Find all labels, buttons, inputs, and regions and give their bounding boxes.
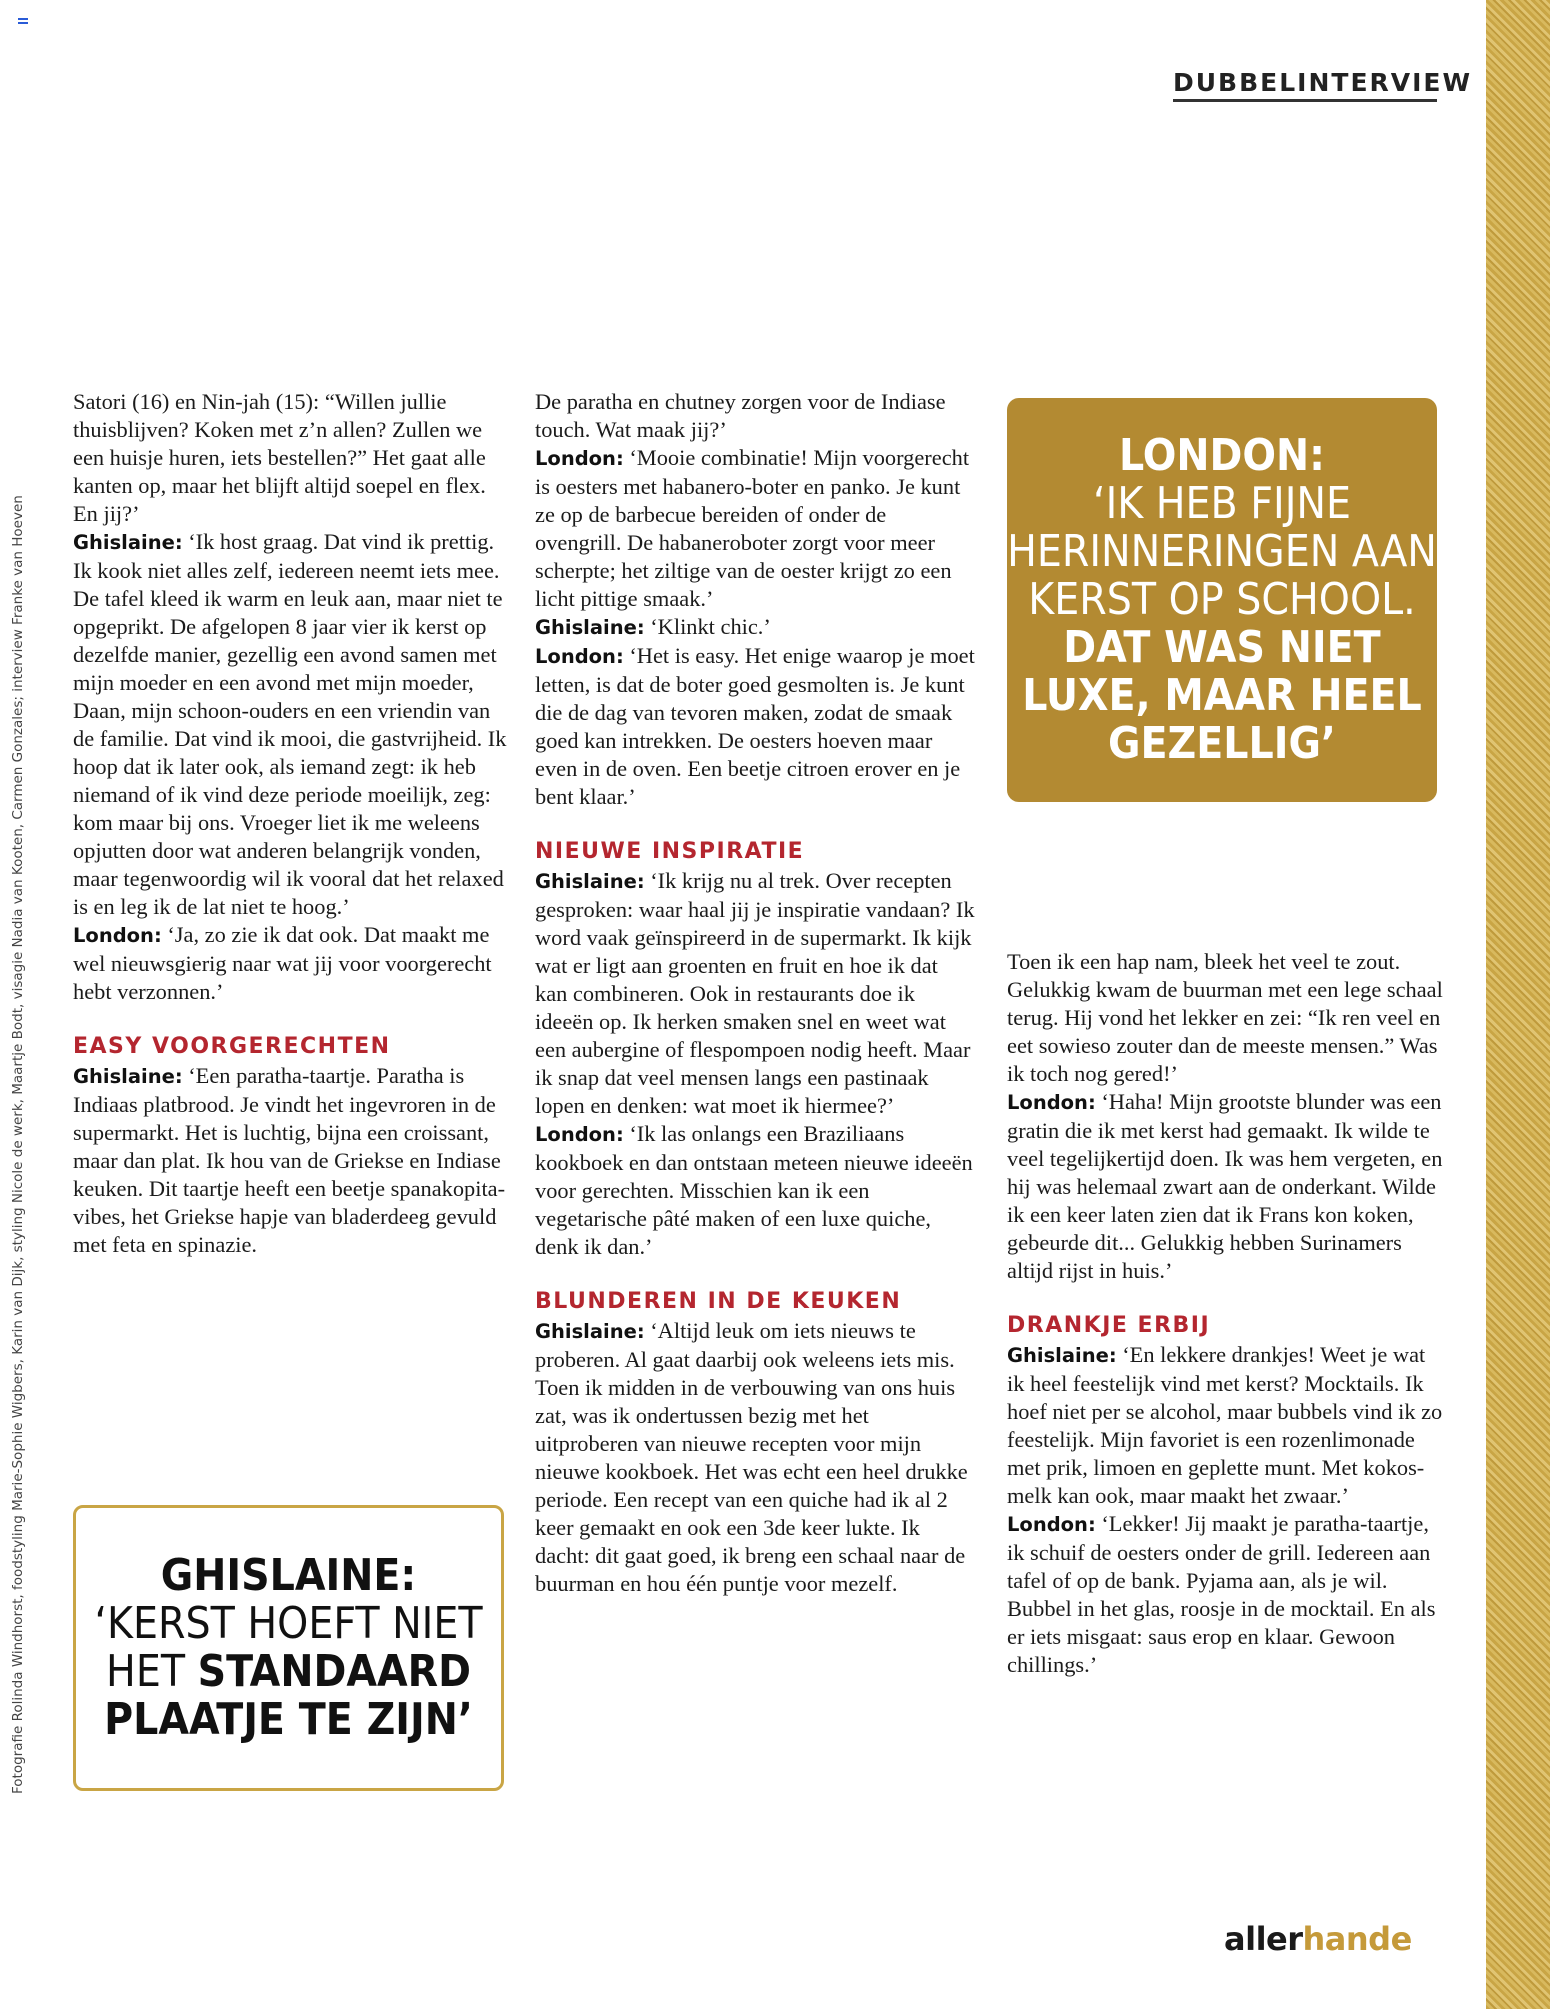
quote-speaker: GHISLAINE: <box>160 1550 417 1601</box>
article-column-3 <box>1007 948 1447 1679</box>
paragraph <box>535 613 975 642</box>
quote-line: HERINNERINGEN AAN <box>1007 526 1437 577</box>
paragraph <box>535 642 975 811</box>
paragraph <box>73 528 510 921</box>
quote-line: LUXE, MAAR HEEL <box>1022 670 1422 721</box>
speaker-label: London: <box>535 447 624 470</box>
brand-logo <box>1224 1920 1412 1958</box>
paragraph <box>1007 1088 1447 1285</box>
section-heading: NIEUWE INSPIRATIE <box>535 839 805 864</box>
speaker-label: London: <box>73 924 162 947</box>
paragraph: Toen ik een hap nam, bleek het veel te zout. Gelukkig kwam de buurman met een lege schaal terug. Hij vond het lekker en zei: “Ik ren veel en eet sowieso zouter dan de meeste mensen.” Was ik toch nog gered!’ <box>1007 949 1443 1086</box>
quote-line: PLAATJE TE ZIJN’ <box>104 1694 473 1745</box>
paragraph-text: ‘Ik host graag. Dat vind ik prettig. Ik kook niet alles zelf, iedereen neemt iets mee. De tafel kleed ik warm en leuk aan, maar niet te opgeprikt. De afgelopen 8 jaar vier ik kerst op dezelfde manier, gezellig een avond samen met mijn moeder en een avond met mijn moeder, Daan, mijn schoon-ouders en een vriendin van de familie. Dat vind ik mooi, die gastvrijheid. Ik hoop dat ik later ook, als iemand zegt: ik heb niemand of ik vind deze periode moeilijk, zeg: kom maar bij ons. Vroeger liet ik me weleens opjutten door wat anderen belangrijk vonden, maar tegenwoordig wil ik vooral dat het relaxed is en leg ik de lat niet te hoog.’ <box>73 529 507 919</box>
section-heading: DRANKJE ERBIJ <box>1007 1313 1211 1338</box>
speaker-label: London: <box>1007 1091 1096 1114</box>
paragraph <box>73 1062 510 1259</box>
paragraph-text: ‘Het is easy. Het enige waarop je moet letten, is dat de boter goed gesmolten is. Je kunt die de dag van tevoren maken, zodat de smaak goed kan intrekken. De oesters hoeven maar even in de oven. Een beetje citroen erover en je bent klaar.’ <box>535 643 975 809</box>
speaker-label: Ghislaine: <box>73 531 183 554</box>
quote-line: ‘IK HEB FIJNE <box>1093 478 1351 529</box>
quote-line: DAT WAS NIET <box>1063 622 1381 673</box>
quote-fragment: HET <box>106 1646 198 1697</box>
speaker-label: London: <box>535 1123 624 1146</box>
paragraph-text: ‘Ik krijg nu al trek. Over recepten gesproken: waar haal jij je inspiratie vandaan? Ik word vaak geïnspireerd in de supermarkt. Ik kijk wat er ligt aan groenten en fruit en hoe ik dat kan combineren. Ook in restaurants doe ik ideeën op. Ik herken smaken snel en weet wat een aubergine of flespompoen nodig heeft. Maar ik snap dat veel mensen langs een pastinaak lopen en denken: wat moet ik hiermee?’ <box>535 868 975 1118</box>
speaker-label: London: <box>535 645 624 668</box>
photo-credits: Fotografie Rolinda Windhorst, foodstyling Marie-Sophie Wigbers, Karin van Dijk, styling Nicole de werk, Maartje Bodt, visagie Nadia van Kooten, Carmen Gonzales; interview Franke van Hoeven <box>10 495 26 1794</box>
section-label: DUBBELINTERVIEW <box>1173 68 1437 102</box>
brand-part: hande <box>1302 1920 1412 1958</box>
quote-line: GEZELLIG’ <box>1108 718 1336 769</box>
section-heading: EASY VOORGERECHTEN <box>73 1034 391 1059</box>
paragraph-text: ‘Mooie combinatie! Mijn voorgerecht is oesters met habanero-boter en panko. Je kunt ze op de barbecue bereiden of onder de ovengrill. De habaneroboter zorgt voor meer scherpte; het ziltige van de oester krijgt zo een licht pittige smaak.’ <box>535 445 970 611</box>
paragraph <box>1007 1510 1447 1679</box>
speaker-label: Ghislaine: <box>535 616 645 639</box>
quote-line <box>106 1648 471 1696</box>
paragraph <box>535 444 975 613</box>
pull-quote-london <box>1007 398 1437 802</box>
paragraph: Satori (16) en Nin-jah (15): “Willen jullie thuisblijven? Koken met z’n allen? Zullen we een huisje huren, iets bestellen?” Het gaat alle kanten op, maar het blijft altijd soepel en flex. En jij?’ <box>73 389 486 526</box>
quote-speaker: LONDON: <box>1119 430 1325 481</box>
paragraph <box>535 867 975 1120</box>
speaker-label: Ghislaine: <box>535 1320 645 1343</box>
paragraph-text: ‘Lekker! Jij maakt je paratha-taartje, ik schuif de oesters onder de grill. Iedereen aan tafel of op de bank. Pyjama aan, als je wil. Bubbel in het glas, roosje in de mocktail. En als er iets misgaat: saus erop en klaar. Gewoon chillings.’ <box>1007 1511 1436 1677</box>
quote-line: ‘KERST HOEFT NIET <box>94 1598 483 1649</box>
article-column-2 <box>535 388 975 1598</box>
paragraph-text: ‘Haha! Mijn grootste blunder was een gratin die ik met kerst had gemaakt. Ik wilde te veel tegelijkertijd doen. Ik was hem vergeten, en hij was helemaal zwart aan de onderkant. Wilde ik een keer laten zien dat ik Frans kon koken, gebeurde dit... Gelukkig hebben Surinamers altijd rijst in huis.’ <box>1007 1089 1443 1283</box>
gold-glitter-border <box>1486 0 1550 2009</box>
paragraph <box>73 921 510 1006</box>
paragraph: De paratha en chutney zorgen voor de Indiase touch. Wat maak jij?’ <box>535 389 946 442</box>
menu-icon[interactable] <box>18 18 28 26</box>
paragraph-text: ‘Ja, zo zie ik dat ook. Dat maakt me wel nieuwsgierig naar wat jij voor voorgerecht hebt verzonnen.’ <box>73 922 492 1004</box>
paragraph <box>535 1317 975 1598</box>
quote-fragment: STANDAARD <box>197 1646 471 1697</box>
paragraph-text: ‘Klinkt chic.’ <box>644 614 771 639</box>
paragraph <box>535 1120 975 1261</box>
speaker-label: Ghislaine: <box>535 870 645 893</box>
paragraph-text: ‘Altijd leuk om iets nieuws te proberen. Al gaat daarbij ook weleens iets mis. Toen ik midden in de verbouwing van ons huis zat, was ik ondertussen bezig met het uitproberen van nieuwe recepten voor mijn nieuwe kookboek. Het was echt een heel drukke periode. Een recept van een quiche had ik al 2 keer gemaakt en ook een 3de keer lukte. Ik dacht: dit gaat goed, ik breng een schaal naar de buurman en hou één puntje voor mezelf. <box>535 1318 968 1596</box>
brand-part: aller <box>1224 1920 1303 1958</box>
section-heading: BLUNDEREN IN DE KEUKEN <box>535 1289 902 1314</box>
speaker-label: Ghislaine: <box>1007 1344 1117 1367</box>
paragraph <box>1007 1341 1447 1510</box>
pull-quote-ghislaine <box>73 1505 504 1791</box>
quote-line: KERST OP SCHOOL. <box>1028 574 1416 625</box>
paragraph-text: ‘En lekkere drankjes! Weet je wat ik heel feestelijk vind met kerst? Mocktails. Ik hoef niet per se alcohol, maar bubbels vind ik zo feestelijk. Mijn favoriet is een rozenlimonade met prik, limoen en geplette munt. Met kokos-melk kan ook, maar maakt het zwaar.’ <box>1007 1342 1443 1508</box>
paragraph-text: ‘Een paratha-taartje. Paratha is Indiaas platbrood. Je vindt het ingevroren in de supermarkt. Het is luchtig, bijna een croissant, maar dan plat. Ik hou van de Griekse en Indiase keuken. Dit taartje heeft een beetje spanakopita-vibes, het Griekse hapje van bladerdeeg gevuld met feta en spinazie. <box>73 1063 506 1257</box>
paragraph-text: ‘Ik las onlangs een Braziliaans kookboek en dan ontstaan meteen nieuwe ideeën voor gerechten. Misschien kan ik een vegetarische pâté maken of een luxe quiche, denk ik dan.’ <box>535 1121 973 1259</box>
speaker-label: Ghislaine: <box>73 1065 183 1088</box>
speaker-label: London: <box>1007 1513 1096 1536</box>
article-column-1 <box>73 388 510 1259</box>
